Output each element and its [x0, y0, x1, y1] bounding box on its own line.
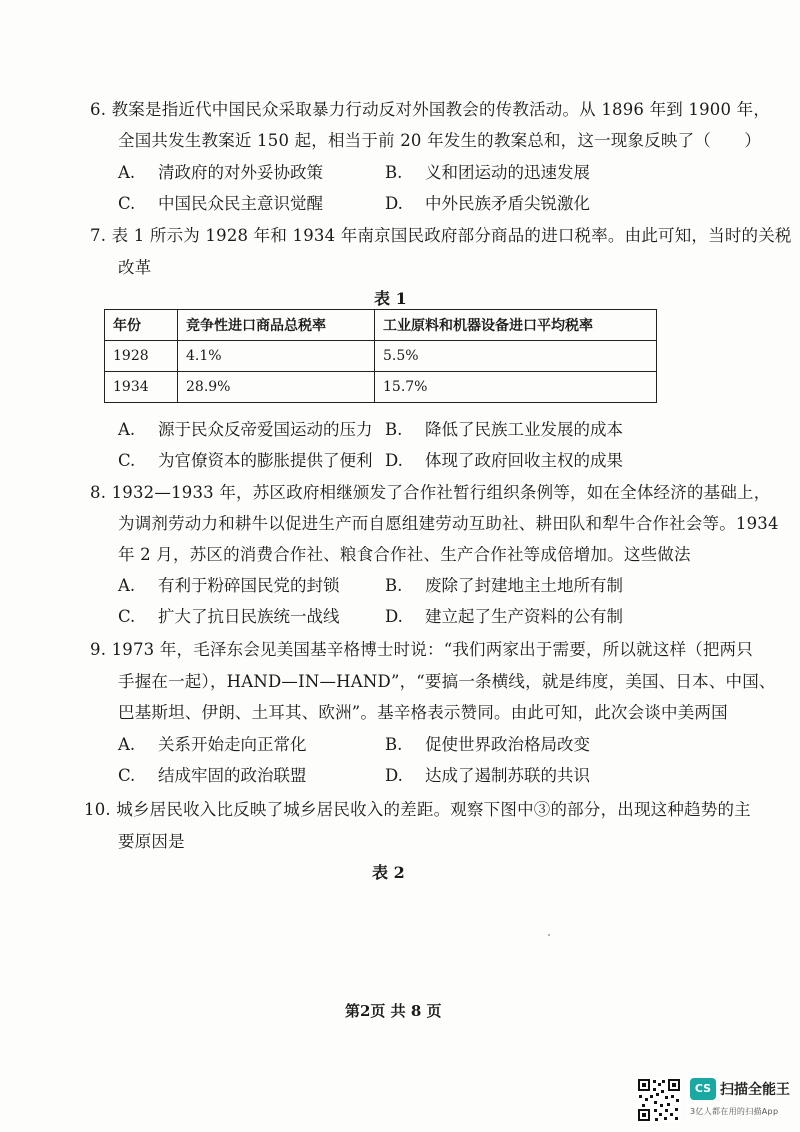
camscanner-logo: CS — [690, 1078, 716, 1100]
scanner-tagline: 3亿人都在用的扫描App — [690, 1107, 779, 1116]
q9-stem-line1: 9. 1973 年，毛泽东会见美国基辛格博士时说：“我们两家出于需要，所以就这样（把两只 — [90, 640, 753, 659]
q9-option-d[interactable]: D. 达成了遏制苏联的共识 — [385, 766, 590, 785]
q9-option-b[interactable]: B. 促使世界政治格局改变 — [385, 735, 590, 754]
q6-option-b[interactable]: B. 义和团运动的迅速发展 — [385, 163, 590, 182]
table1 — [104, 309, 657, 403]
q6-option-a[interactable]: A. 清政府的对外妥协政策 — [118, 163, 323, 182]
table1-cell: 1928 — [105, 341, 178, 372]
q6-stem-line1: 6. 教案是指近代中国民众采取暴力行动反对外国教会的传教活动。从 1896 年到 1900 年， — [90, 100, 771, 119]
q9-option-c[interactable]: C. 结成牢固的政治联盟 — [118, 766, 307, 785]
table1-header-row — [105, 310, 657, 341]
q7-stem-line1: 7. 表 1 所示为 1928 年和 1934 年南京国民政府部分商品的进口税率。由此可知，当时的关税 — [90, 226, 792, 245]
q8-stem-line3: 年 2 月，苏区的消费合作社、粮食合作社、生产合作社等成倍增加。这些做法 — [118, 545, 691, 564]
q7-stem-line2: 改革 — [118, 258, 152, 277]
q7-option-a[interactable]: A. 源于民众反帝爱国运动的压力 — [118, 420, 373, 439]
q6-option-c[interactable]: C. 中国民众民主意识觉醒 — [118, 194, 323, 213]
table1-caption: 表 1 — [374, 289, 407, 308]
scan-speck — [548, 934, 550, 936]
table1-cell: 5.5% — [375, 341, 657, 372]
table-row — [105, 372, 657, 403]
table1-cell: 4.1% — [178, 341, 375, 372]
q9-option-a[interactable]: A. 关系开始走向正常化 — [118, 735, 307, 754]
table1-header-cell: 工业原料和机器设备进口平均税率 — [375, 310, 657, 341]
table1-header-cell: 年份 — [105, 310, 178, 341]
q7-option-b[interactable]: B. 降低了民族工业发展的成本 — [385, 420, 623, 439]
q7-option-c[interactable]: C. 为官僚资本的膨胀提供了便利 — [118, 451, 373, 470]
q6-option-d[interactable]: D. 中外民族矛盾尖锐激化 — [385, 194, 590, 213]
table1-cell: 15.7% — [375, 372, 657, 403]
scanner-app-name: 扫描全能王 — [720, 1082, 790, 1098]
table2-caption: 表 2 — [372, 863, 405, 882]
q9-stem-line3: 巴基斯坦、伊朗、土耳其、欧洲”。基辛格表示赞同。由此可知，此次会谈中美两国 — [118, 703, 728, 722]
q8-option-d[interactable]: D. 建立起了生产资料的公有制 — [385, 607, 623, 626]
qr-code-icon — [637, 1078, 681, 1122]
table1-cell: 1934 — [105, 372, 178, 403]
q8-option-b[interactable]: B. 废除了封建地主土地所有制 — [385, 576, 623, 595]
q7-option-d[interactable]: D. 体现了政府回收主权的成果 — [385, 451, 623, 470]
q8-option-c[interactable]: C. 扩大了抗日民族统一战线 — [118, 607, 340, 626]
q8-stem-line2: 为调剂劳动力和耕牛以促进生产而自愿组建劳动互助社、耕田队和犁牛合作社会等。1934 — [118, 514, 779, 533]
q10-stem-line1: 10. 城乡居民收入比反映了城乡居民收入的差距。观察下图中③的部分，出现这种趋势的主 — [84, 800, 751, 819]
q10-stem-line2: 要原因是 — [118, 832, 185, 851]
page-footer: 第2页 共 8 页 — [345, 1002, 442, 1020]
table-row — [105, 341, 657, 372]
q8-option-a[interactable]: A. 有利于粉碎国民党的封锁 — [118, 576, 340, 595]
table1-cell: 28.9% — [178, 372, 375, 403]
q8-stem-line1: 8. 1932—1933 年，苏区政府相继颁发了合作社暂行组织条例等，如在全体经济的基础上， — [90, 483, 771, 502]
q6-stem-line2: 全国共发生教案近 150 起，相当于前 20 年发生的教案总和，这一现象反映了（ ） — [118, 131, 762, 150]
table1-header-cell: 竞争性进口商品总税率 — [178, 310, 375, 341]
q9-stem-line2: 手握在一起），HAND—IN—HAND”，“要搞一条横线，就是纬度，美国、日本、中国、 — [118, 672, 776, 691]
